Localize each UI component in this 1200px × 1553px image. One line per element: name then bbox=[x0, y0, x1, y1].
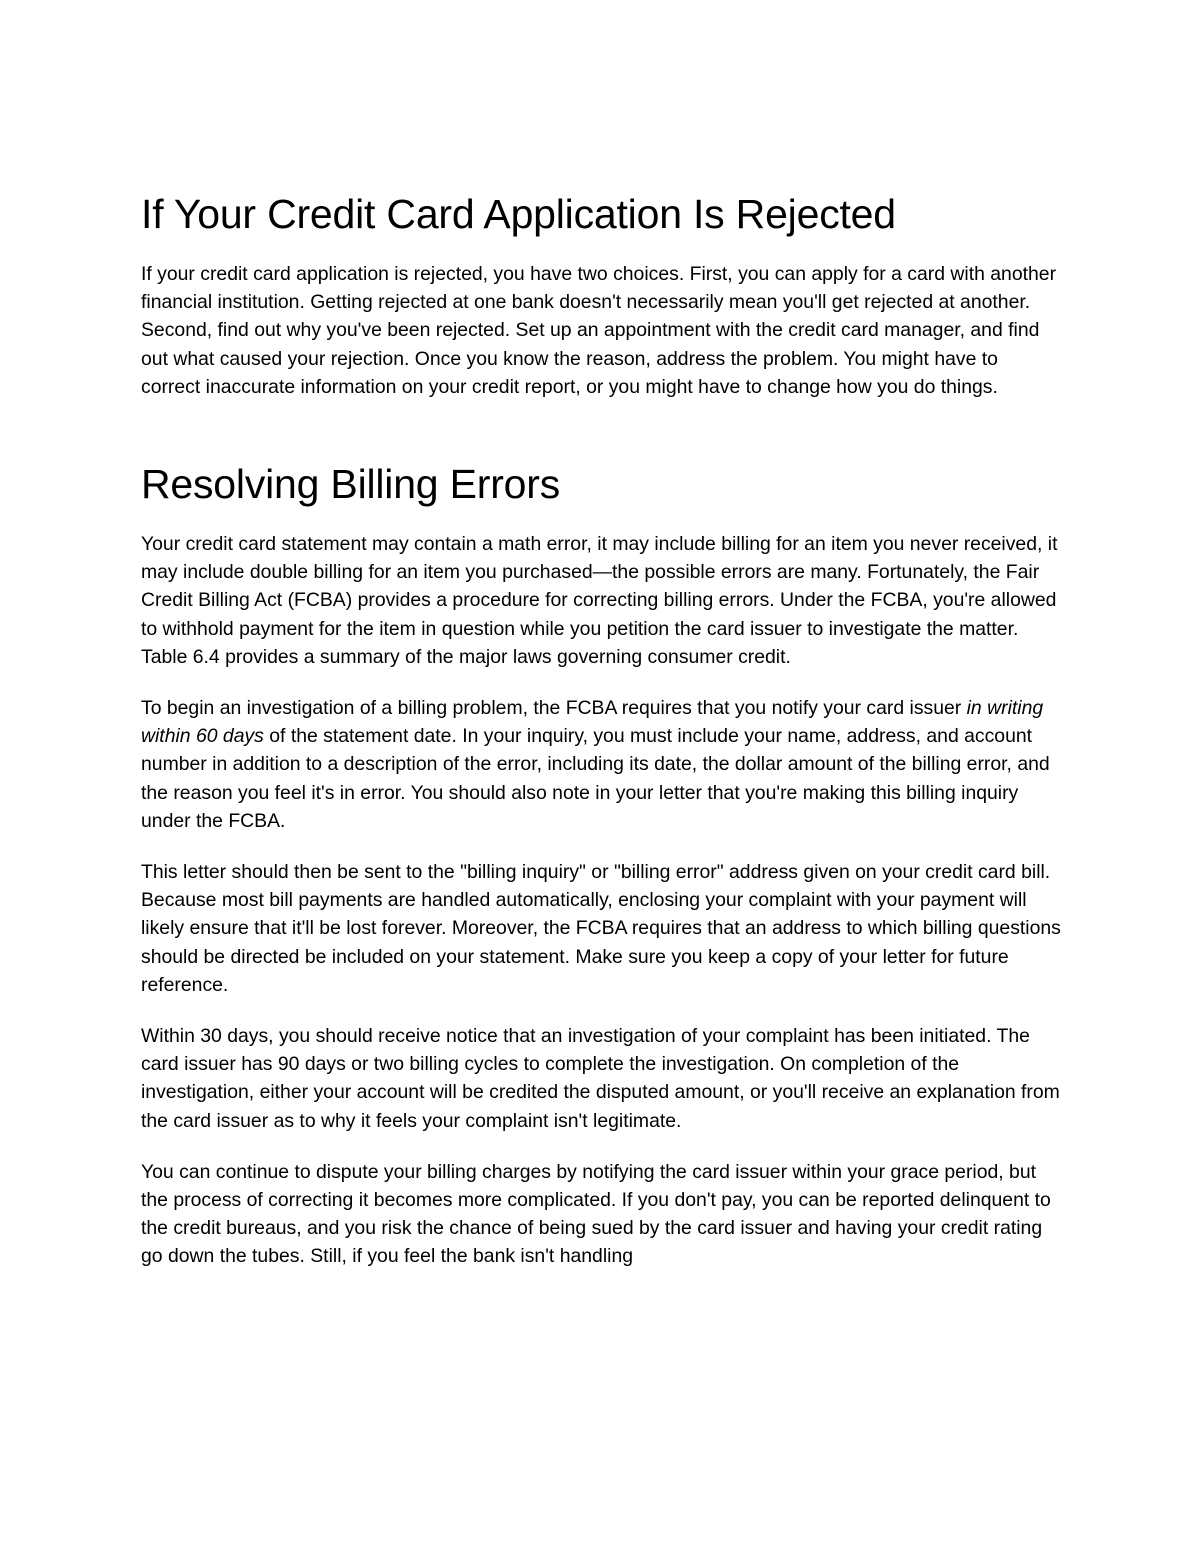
heading-billing-errors: Resolving Billing Errors bbox=[141, 461, 561, 508]
document-page bbox=[141, 186, 1061, 1294]
paragraph-continue-dispute: You can continue to dispute your billing charges by notifying the card issuer within your grace period, but the process of correcting it becomes more complicated. If you don't pay, you can be reported delinquent to the credit bureaus, and you risk the chance of being sued by the card issuer and having your credit rating go down the tubes. Still, if you feel the bank isn't handling bbox=[141, 1160, 1051, 1268]
paragraph-within-30-days: Within 30 days, you should receive notice that an investigation of your complaint has been initiated. The card issuer has 90 days or two billing cycles to complete the investigation. On completion of the investigation, either your account will be credited the disputed amount, or you'll receive an explanation from the card issuer as to why it feels your complaint isn't legitimate. bbox=[141, 1025, 1060, 1132]
paragraph-investigation-after: of the statement date. In your inquiry, you must include your name, address, and account number in addition to a description of the error, including its date, the dollar amount of the billing error, and the reason you feel it's in error. You should also note in your letter that you're making this billing inquiry under the FCBA. bbox=[141, 725, 1050, 832]
paragraph-investigation-begin bbox=[141, 694, 1061, 835]
paragraph-application-rejected: If your credit card application is rejected, you have two choices. First, you can apply for a card with another financial institution. Getting rejected at one bank doesn't necessarily mean you'll get rejected at another. Second, find out why you've been rejected. Set up an appointment with the credit card manager, and find out what caused your rejection. Once you know the reason, address the problem. You might have to correct inaccurate information on your credit report, or you might have to change how you do things. bbox=[141, 263, 1057, 398]
paragraph-investigation-before: To begin an investigation of a billing problem, the FCBA requires that you notify your card issuer bbox=[141, 697, 967, 720]
paragraph-billing-intro: Your credit card statement may contain a math error, it may include billing for an item you never received, it may include double billing for an item you purchased—the possible errors are many. Fortunately, the Fair Credit Billing Act (FCBA) provides a procedure for correcting billing errors. Under the FCBA, you're allowed to withhold payment for the item in question while you petition the card issuer to investigate the matter. Table 6.4 provides a summary of the major laws governing consumer credit. bbox=[141, 533, 1058, 668]
paragraph-letter-address: This letter should then be sent to the "billing inquiry" or "billing error" address given on your credit card bill. Because most bill payments are handled automatically, enclosing your complaint with your payment will likely ensure that it'll be lost forever. Moreover, the FCBA requires that an address to which billing questions should be directed be included on your statement. Make sure you keep a copy of your letter for future reference. bbox=[141, 861, 1061, 996]
section-application-rejected bbox=[141, 186, 1061, 401]
emphasis-in-writing: in writing within 60 days bbox=[141, 697, 1044, 748]
heading-application-rejected: If Your Credit Card Application Is Rejected bbox=[141, 191, 896, 237]
section-billing-errors bbox=[141, 456, 1061, 1271]
